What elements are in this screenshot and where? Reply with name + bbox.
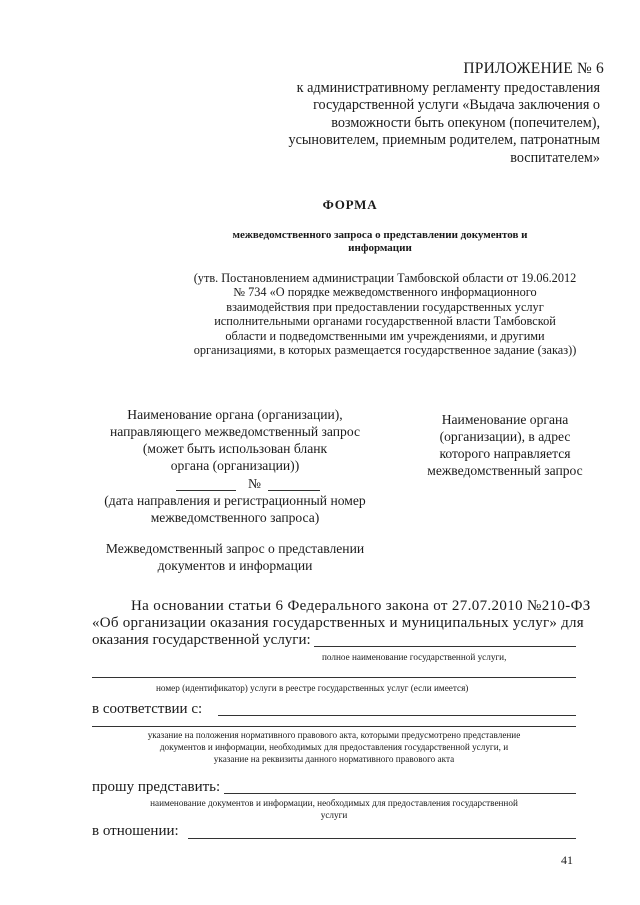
sender-line: (может быть использован бланк <box>142 441 328 456</box>
request-title-line: Межведомственный запрос о представлении <box>105 541 365 556</box>
approval-line: организациями, в которых размещается государственное задание (заказ)) <box>193 343 577 358</box>
regarding-label: в отношении: <box>92 823 179 839</box>
number-blank-line <box>268 490 320 491</box>
sender-line: Наименование органа (организации), <box>127 407 343 422</box>
legal-act-line <box>92 726 576 727</box>
appendix-title: ПРИЛОЖЕНИЕ № 6 <box>463 60 604 77</box>
recipient-line: Наименование органа <box>441 412 569 427</box>
form-subtitle <box>170 229 590 255</box>
hint-documents-line: услуги <box>320 810 348 820</box>
recipient-line: (организации), в адрес <box>439 429 571 444</box>
approval-line: № 734 «О порядке межведомственного информационного <box>233 285 537 300</box>
request-label: прошу представить: <box>92 779 221 795</box>
body-line-2: «Об организации оказания государственных и муниципальных услуг» для <box>92 615 584 631</box>
approval-line: (утв. Постановлением администрации Тамбовской области от 19.06.2012 <box>193 271 577 285</box>
appendix-line: возможности быть опекуном (попечителем), <box>331 114 600 131</box>
hint-legal-act-line: документов и информации, необходимых для предоставления государственной услуги, и <box>159 742 509 752</box>
hint-legal-act-line: указание на реквизиты данного нормативного правового акта <box>213 754 455 764</box>
sender-line: направляющего межведомственный запрос <box>109 424 361 439</box>
recipient-line: которого направляется <box>439 446 571 461</box>
form-title: ФОРМА <box>322 197 378 212</box>
regarding-line <box>188 838 576 839</box>
approval-line: взаимодействия при предоставлении государственных услуг <box>226 299 544 314</box>
service-name-line <box>314 646 576 647</box>
approval-line: области и подведомственными им учреждениями, и другими <box>225 328 545 343</box>
date-registration-caption <box>80 492 390 526</box>
appendix-line: государственной услуги «Выдача заключения о <box>313 97 600 114</box>
form-subtitle-line: информации <box>348 242 412 254</box>
appendix-description <box>180 80 600 167</box>
hint-full-service-name: полное наименование государственной услуги, <box>322 652 507 662</box>
sender-organization-block <box>80 406 390 474</box>
number-label: № <box>248 476 261 491</box>
hint-documents-line: наименование документов и информации, необходимых для предоставления государственной <box>150 798 518 808</box>
recipient-organization-block <box>405 411 605 479</box>
hint-service-number: номер (идентификатор) услуги в реестре государственных услуг (если имеется) <box>156 683 469 693</box>
request-title-line: документов и информации <box>157 558 313 573</box>
appendix-line: воспитателем» <box>510 149 600 166</box>
recipient-line: межведомственный запрос <box>427 463 583 478</box>
hint-legal-act-line: указание на положения нормативного правового акта, которыми предусмотрено представление <box>147 730 521 740</box>
hint-documents <box>86 797 582 821</box>
page-number: 41 <box>561 853 573 867</box>
date-caption-line: межведомственного запроса) <box>150 510 320 525</box>
request-title <box>80 540 390 574</box>
in-accordance-line <box>218 715 576 716</box>
approval-note <box>160 271 610 357</box>
sender-line: органа (организации)) <box>170 458 300 473</box>
approval-line: исполнительными органами государственной власти Тамбовской <box>214 314 556 329</box>
hint-legal-act <box>86 729 582 765</box>
appendix-line: усыновителем, приемным родителем, патронатным <box>288 132 600 149</box>
date-blank-line <box>176 490 236 491</box>
date-caption-line: (дата направления и регистрационный номер <box>104 493 366 508</box>
request-docs-line <box>224 793 576 794</box>
form-subtitle-line: межведомственного запроса о представлении документов и <box>232 229 528 241</box>
body-line-1: На основании статьи 6 Федерального закона от 27.07.2010 №210-ФЗ <box>131 598 591 614</box>
service-number-line <box>92 677 576 678</box>
appendix-line: к административному регламенту предоставления <box>296 80 600 96</box>
in-accordance-label: в соответствии с: <box>92 701 203 717</box>
body-line-3: оказания государственной услуги: <box>92 632 311 648</box>
